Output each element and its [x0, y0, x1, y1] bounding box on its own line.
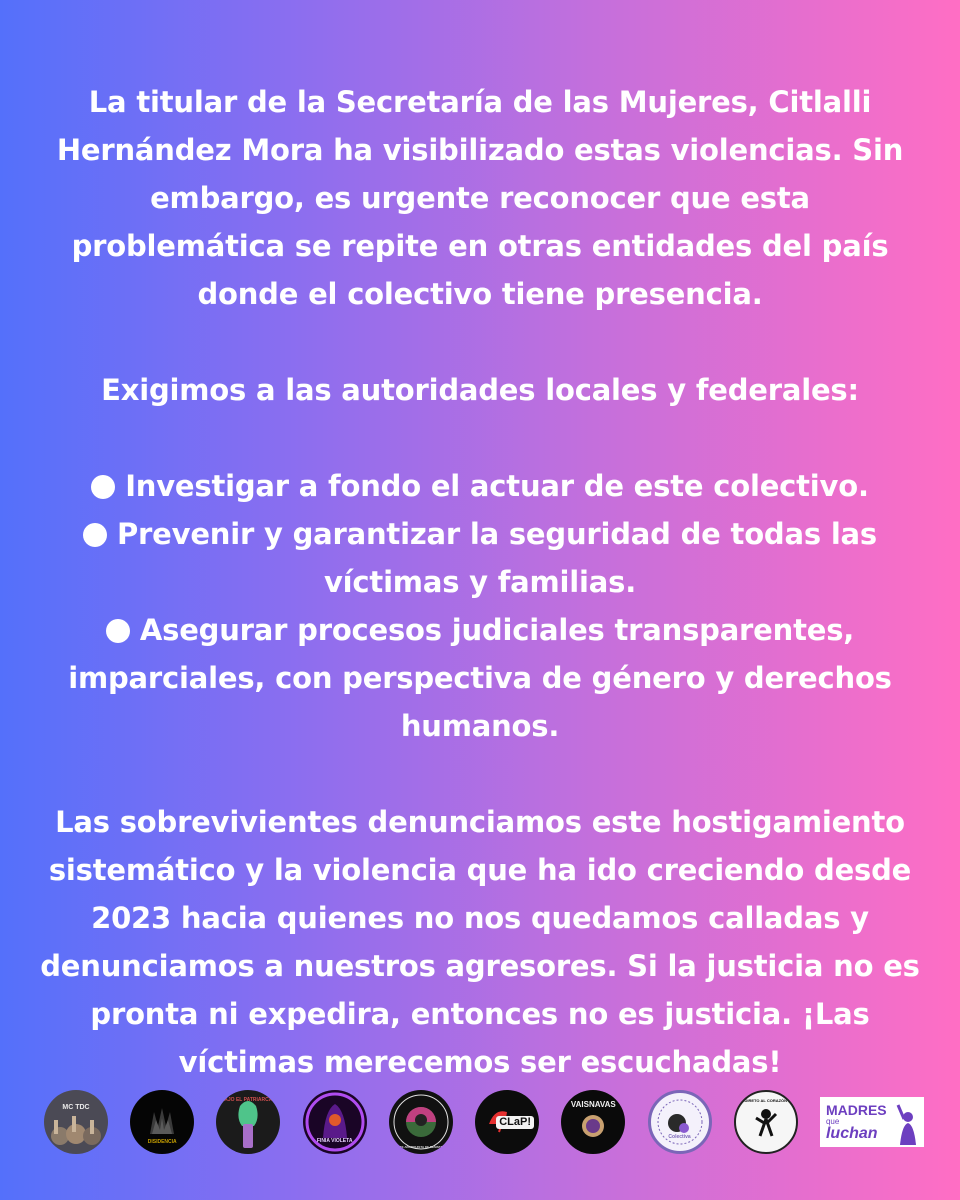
logo-finia-violeta	[303, 1090, 367, 1154]
logo-directo-al-corazon	[734, 1090, 798, 1154]
paragraph-secretaria: La titular de la Secretaría de las Mujeres, Citlalli Hernández Mora ha visibilizado estas violencias. Sin embargo, es urgente reconocer que esta problemática se repite en otras entidades del país donde el colectivo tiene presencia.	[56, 85, 904, 311]
logo-text: CLaP!	[496, 1116, 534, 1129]
logo-mc-tdc	[44, 1090, 108, 1154]
demand-text: Investigar a fondo el actuar de este colectivo.	[125, 469, 869, 503]
bullet-icon	[91, 475, 115, 499]
logo-text: DIRETO AL CORAZÓN	[744, 1097, 788, 1103]
logo-text: FINIA VIOLETA	[316, 1137, 353, 1144]
demand-text: Asegurar procesos judiciales transparentes, imparciales, con perspectiva de género y derechos humanos.	[68, 613, 892, 743]
madres-wordmark	[826, 1103, 887, 1142]
spacer	[40, 414, 920, 462]
logo-text: ABAJO EL PATRIARCADO	[217, 1096, 280, 1103]
spacer	[40, 318, 920, 366]
logo-text: DISIDENCIA	[147, 1138, 177, 1145]
logo-text: Colectiva	[668, 1133, 691, 1140]
que-word: que	[825, 1116, 840, 1126]
logo-text: MC TDC	[62, 1103, 90, 1111]
logo-abajo-patriarcado	[216, 1090, 280, 1154]
logo-colectiva	[648, 1090, 712, 1154]
logo-frente-anarquista	[389, 1090, 453, 1154]
paragraph-exigimos: Exigimos a las autoridades locales y federales:	[101, 373, 859, 407]
collective-logos-row	[44, 1089, 924, 1155]
demand-text: Prevenir y garantizar la seguridad de todas las víctimas y familias.	[116, 517, 877, 599]
logo-clap	[475, 1090, 539, 1154]
demand-item	[40, 606, 920, 750]
demand-item	[40, 510, 920, 606]
logo-text: FRENTE ANARQUISTA DE RESISTENCIA	[391, 1144, 451, 1149]
bullet-icon	[106, 619, 130, 643]
logo-vaisnavas	[561, 1090, 625, 1154]
logo-text: VAISNAVAS	[570, 1099, 616, 1109]
logo-madres-que-luchan	[820, 1097, 924, 1147]
luchan-word: luchan	[825, 1124, 878, 1142]
paragraph-sobrevivientes: Las sobrevivientes denunciamos este hostigamiento sistemático y la violencia que ha ido creciendo desde 2023 hacia quienes no nos quedamos calladas y denunciamos a nuestros agresores. Si la justicia no es pronta ni expedira, entonces no es justicia. ¡Las víctimas merecemos ser escuchadas!	[40, 805, 920, 1079]
madres-word: MADRES	[825, 1101, 887, 1118]
logo-disidencia	[130, 1090, 194, 1154]
bullet-icon	[83, 523, 107, 547]
demand-item	[40, 462, 920, 510]
statement-text	[40, 78, 920, 1086]
spacer	[40, 750, 920, 798]
